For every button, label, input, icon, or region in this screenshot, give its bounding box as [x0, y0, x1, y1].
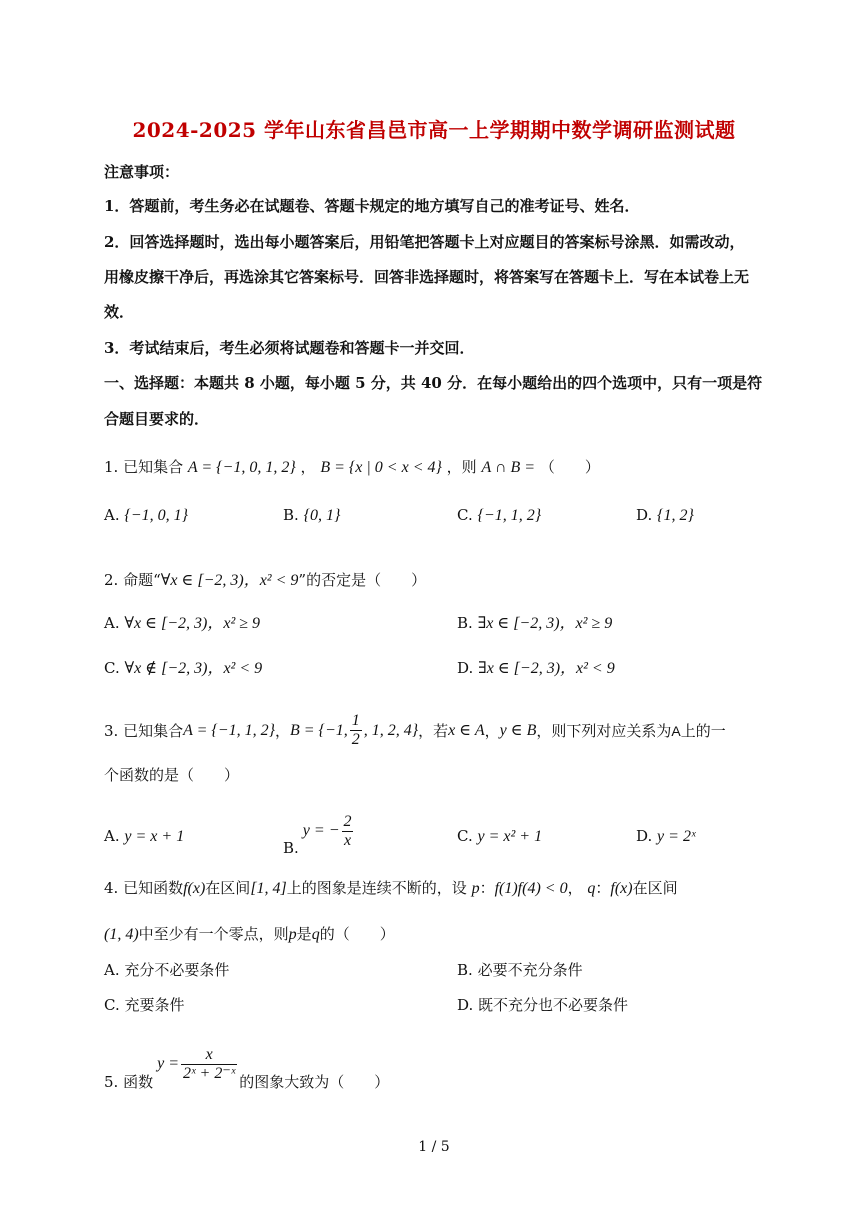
- question-5: [104, 1036, 389, 1092]
- option-math: {1, 2}: [657, 507, 694, 524]
- option-label: D.: [457, 996, 474, 1014]
- section-heading-line-2: 合题目要求的．: [104, 410, 210, 428]
- q4-text-3: 在区间: [632, 879, 678, 897]
- q4-text-5: 是: [296, 925, 312, 943]
- notice-item-2-line-3: 效．: [104, 303, 135, 321]
- q3-option-a: [104, 826, 184, 847]
- q1-set-b: B = {x | 0 < x < 4}: [320, 459, 442, 476]
- option-label: D.: [457, 659, 474, 677]
- q4-p-2: p: [288, 926, 297, 943]
- q2-option-a: [104, 613, 260, 634]
- option-label: D.: [636, 506, 653, 524]
- q4-option-d: [457, 995, 628, 1015]
- q3-tail: ，则下列对应关系为: [536, 721, 672, 740]
- q1-blank: （ ）: [539, 458, 600, 476]
- q1-prefix: 1. 已知集合: [104, 458, 184, 476]
- notice-heading: 注意事项：: [104, 163, 180, 181]
- q4-option-a: [104, 960, 229, 980]
- option-label: A.: [104, 506, 120, 524]
- page-title: 2024-2025 学年山东省昌邑市高一上学期期中数学调研监测试题: [132, 118, 736, 142]
- q1-sep: ，: [300, 458, 316, 476]
- option-text: 既不充分也不必要条件: [478, 996, 629, 1014]
- question-1: [104, 457, 600, 478]
- fraction-numerator: x: [205, 1045, 213, 1063]
- q2-prefix: 2. 命题“: [104, 571, 161, 589]
- q1-option-b: [283, 505, 340, 526]
- q4-text-6: 的（ ）: [319, 925, 395, 943]
- q3-line-2: 个函数的是（ ）: [104, 766, 240, 784]
- option-text: 充分不必要条件: [124, 961, 230, 979]
- option-label: B.: [457, 961, 473, 979]
- q5-fraction: [181, 1046, 237, 1083]
- q5-y: y =: [157, 1055, 179, 1072]
- option-math: y = −: [302, 822, 340, 839]
- question-4-line-2: [104, 924, 395, 945]
- option-math: ∀x ∉ [−2, 3)，x² < 9: [124, 660, 263, 677]
- q1-option-a: [104, 505, 188, 526]
- fraction-numerator: 2: [343, 812, 352, 830]
- fraction-numerator: 1: [351, 712, 360, 729]
- q3-option-c: [457, 826, 542, 847]
- q3-sep: ，: [274, 721, 290, 740]
- option-math: ∀x ∈ [−2, 3)，x² ≥ 9: [124, 615, 261, 632]
- q3-fraction: [350, 712, 362, 749]
- option-math: y = 2ˣ: [657, 828, 696, 845]
- q4-option-b: [457, 960, 583, 980]
- notice-item-2-line-2: 用橡皮擦干净后，再选涂其它答案标号．回答非选择题时，将答案写在答题卡上．写在本试卷上无: [104, 268, 750, 286]
- option-math: y = x² + 1: [477, 828, 543, 845]
- question-4-line-1: [104, 878, 678, 899]
- q2-option-d: [457, 658, 615, 679]
- page-number: 1 / 5: [418, 1139, 450, 1155]
- q3-condition-y: y ∈ B: [499, 721, 537, 739]
- q4-option-c: [104, 995, 185, 1015]
- notice-item-1: 1．答题前，考生务必在试题卷、答题卡规定的地方填写自己的准考证号、姓名．: [104, 197, 640, 215]
- option-label: B.: [283, 506, 299, 524]
- q1-option-c: [457, 505, 541, 526]
- fraction-denominator: 2ˣ + 2⁻ˣ: [183, 1064, 236, 1082]
- option-math: {−1, 0, 1}: [124, 507, 188, 524]
- q4-text-2: 上的图象是连续不断的，设: [286, 879, 467, 897]
- q3-option-d: [636, 826, 695, 847]
- q3-mid: ，若: [418, 721, 449, 740]
- q2-option-b: [457, 613, 612, 634]
- option-math: y = x + 1: [124, 828, 185, 845]
- option-label: A.: [104, 614, 120, 632]
- q4-text-4: 中至少有一个零点，则: [138, 925, 289, 943]
- q1-option-d: [636, 505, 694, 526]
- q4-condition: f(1)f(4) < 0: [494, 880, 568, 897]
- q4-p: p: [471, 880, 480, 897]
- q5-prefix: 5. 函数: [104, 1073, 154, 1091]
- fraction-denominator: 2: [351, 731, 360, 748]
- q4-q: q: [587, 880, 596, 897]
- option-math: ∃x ∈ [−2, 3)，x² < 9: [478, 660, 615, 677]
- option-label: D.: [636, 827, 653, 845]
- option-math: {−1, 1, 2}: [477, 507, 542, 524]
- q2-statement: ∀x ∈ [−2, 3)，x² < 9: [160, 572, 299, 589]
- q3-set-b-start: B = {−1,: [289, 721, 348, 739]
- notice-item-3: 3．考试结束后，考生必须将试题卷和答题卡一并交回．: [104, 339, 475, 357]
- q2-suffix: ”的否定是（ ）: [298, 571, 427, 589]
- option-label: C.: [457, 506, 473, 524]
- q1-mid: ，则: [446, 458, 477, 476]
- option-label: C.: [457, 827, 473, 845]
- q3-sep-2: ，: [484, 721, 500, 740]
- option-label: B.: [457, 614, 473, 632]
- option-text: 充要条件: [124, 996, 185, 1014]
- option-math: ∃x ∈ [−2, 3)，x² ≥ 9: [477, 615, 613, 632]
- q3-option-b-fraction: [342, 813, 354, 850]
- q5-suffix: 的图象大致为（ ）: [239, 1073, 390, 1091]
- question-2: [104, 570, 426, 591]
- option-label: C.: [104, 996, 120, 1014]
- q1-set-a: A = {−1, 0, 1, 2}: [187, 459, 296, 476]
- fraction-denominator: x: [343, 831, 352, 849]
- q4-fx: f(x): [183, 880, 206, 897]
- option-label: B.: [283, 839, 299, 857]
- q4-q-2: q: [311, 926, 320, 943]
- q3-set-b-end: , 1, 2, 4}: [363, 721, 419, 739]
- q3-prefix: 3. 已知集合: [104, 721, 184, 740]
- q1-expression: A ∩ B =: [481, 459, 536, 476]
- q4-colon-2: ：: [595, 879, 611, 897]
- q3-tail-a: A: [671, 722, 681, 739]
- q4-fx-2: f(x): [610, 880, 633, 897]
- q4-comma: ，: [567, 879, 583, 897]
- option-label: C.: [104, 659, 120, 677]
- q4-interval-2: (1, 4): [104, 926, 139, 943]
- q3-condition-x: x ∈ A: [448, 721, 485, 739]
- q3-tail-2: 上的一: [680, 721, 726, 740]
- q2-option-c: [104, 658, 262, 679]
- q4-text-1: 在区间: [205, 879, 251, 897]
- section-heading-line-1: 一、选择题：本题共 8 小题，每小题 5 分，共 40 分．在每小题给出的四个选项中，只有一项是符: [104, 374, 763, 392]
- q3-option-b: [283, 804, 356, 858]
- option-label: A.: [104, 961, 120, 979]
- question-3: [104, 712, 726, 749]
- notice-item-2-line-1: 2．回答选择题时，选出每小题答案后，用铅笔把答题卡上对应题目的答案标号涂黑．如需改动，: [104, 233, 745, 251]
- option-math: {0, 1}: [303, 507, 341, 524]
- option-label: A.: [104, 827, 120, 845]
- option-text: 必要不充分条件: [477, 961, 583, 979]
- q4-prefix: 4. 已知函数: [104, 879, 184, 897]
- q3-set-a: A = {−1, 1, 2}: [183, 721, 275, 739]
- q4-colon: ：: [479, 879, 495, 897]
- q4-interval: [1, 4]: [250, 880, 287, 897]
